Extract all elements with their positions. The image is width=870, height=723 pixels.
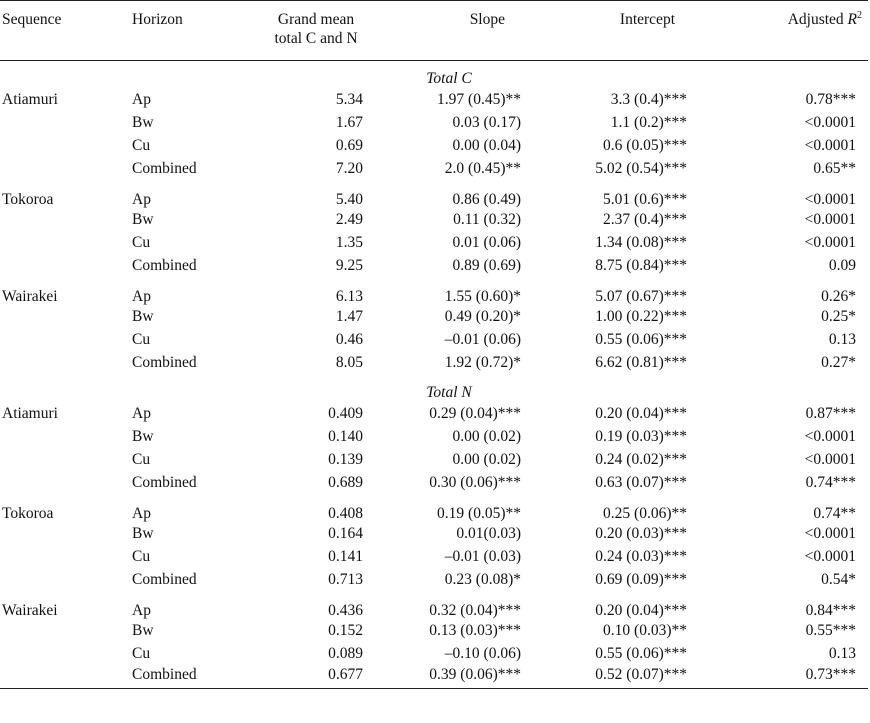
intercept-cell: 8.75 (0.84)*** xyxy=(595,257,687,274)
grand-mean-cell: 5.34 xyxy=(335,91,363,108)
horizon-cell: Combined xyxy=(132,474,197,491)
horizon-cell: Combined xyxy=(132,354,197,371)
slope-cell: 0.89 (0.69) xyxy=(452,257,521,274)
adjusted-r2-cell: 0.27* xyxy=(821,354,856,371)
horizon-cell: Bw xyxy=(132,114,154,131)
horizon-cell: Cu xyxy=(132,548,151,565)
section-title: Total N xyxy=(426,383,472,401)
adjusted-r2-cell: 0.13 xyxy=(828,331,856,348)
horizon-cell: Combined xyxy=(132,160,197,177)
intercept-cell: 3.3 (0.4)*** xyxy=(610,91,687,108)
intercept-cell: 0.24 (0.03)*** xyxy=(595,548,687,565)
sequence-cell xyxy=(0,352,130,375)
slope-cell: 0.29 (0.04)*** xyxy=(429,405,521,422)
grand-mean-cell: 0.152 xyxy=(328,622,363,639)
horizon-cell: Combined xyxy=(132,571,197,588)
table-row xyxy=(0,592,868,620)
slope-cell: –0.01 (0.03) xyxy=(444,548,521,565)
sequence-cell xyxy=(0,426,130,449)
grand-mean-cell: 0.69 xyxy=(335,137,363,154)
table-row xyxy=(0,666,868,689)
horizon-cell: Bw xyxy=(132,308,154,325)
sequence-cell: Wairakei xyxy=(2,601,58,619)
sequence-cell xyxy=(0,209,130,232)
adjusted-r2-cell: <0.0001 xyxy=(804,525,856,542)
slope-cell: 0.19 (0.05)** xyxy=(437,504,521,522)
grand-mean-cell: 0.689 xyxy=(328,474,363,491)
horizon-cell: Bw xyxy=(132,622,154,639)
horizon-cell: Ap xyxy=(132,601,151,619)
grand-mean-cell: 0.139 xyxy=(328,451,363,468)
intercept-cell: 0.63 (0.07)*** xyxy=(595,474,687,491)
sequence-cell xyxy=(0,523,130,546)
grand-mean-cell: 0.409 xyxy=(328,405,363,422)
slope-cell: 0.49 (0.20)* xyxy=(444,308,521,325)
intercept-cell: 0.69 (0.09)*** xyxy=(595,571,687,588)
slope-cell: 0.30 (0.06)*** xyxy=(429,474,521,491)
intercept-cell: 0.52 (0.07)*** xyxy=(547,666,713,689)
table-row xyxy=(0,643,868,666)
slope-cell: 0.01(0.03) xyxy=(456,525,521,542)
table-row xyxy=(0,181,868,209)
slope-cell: 1.97 (0.45)** xyxy=(437,91,521,108)
adjusted-r2-cell: <0.0001 xyxy=(804,428,856,445)
intercept-cell: 0.6 (0.05)*** xyxy=(603,137,687,154)
grand-mean-cell: 7.20 xyxy=(335,160,363,177)
table-body xyxy=(0,61,868,689)
sequence-cell xyxy=(0,569,130,592)
adjusted-r2-cell: 0.78*** xyxy=(805,91,856,108)
adjusted-r2-cell: 0.25* xyxy=(821,308,856,325)
sequence-cell: Tokoroa xyxy=(2,504,54,522)
table-row xyxy=(0,306,868,329)
grand-mean-cell: 0.677 xyxy=(255,666,377,689)
table-row xyxy=(0,209,868,232)
slope-cell: 0.00 (0.04) xyxy=(452,137,521,154)
adjusted-r2-cell: 0.09 xyxy=(828,257,856,274)
grand-mean-cell: 0.141 xyxy=(328,548,363,565)
slope-cell: 0.11 (0.32) xyxy=(453,211,521,228)
adjusted-r2-cell: <0.0001 xyxy=(804,137,856,154)
grand-mean-cell: 9.25 xyxy=(335,257,363,274)
table-row xyxy=(0,329,868,352)
horizon-cell: Cu xyxy=(132,645,151,662)
slope-cell: –0.10 (0.06) xyxy=(444,645,521,662)
slope-cell: 0.00 (0.02) xyxy=(452,451,521,468)
header-adjusted-label: Adjusted xyxy=(787,11,844,28)
intercept-cell: 6.62 (0.81)*** xyxy=(595,354,687,371)
header-adjusted-sup: 2 xyxy=(857,10,862,21)
header-intercept: Intercept xyxy=(547,1,713,61)
horizon-cell: Cu xyxy=(132,234,151,251)
sequence-cell xyxy=(0,449,130,472)
slope-cell: 1.92 (0.72)* xyxy=(444,354,521,371)
grand-mean-cell: 5.40 xyxy=(335,190,363,208)
intercept-cell: 0.55 (0.06)*** xyxy=(595,645,687,662)
intercept-cell: 0.20 (0.04)*** xyxy=(595,405,687,422)
header-grand-line1: Grand mean xyxy=(277,11,355,28)
table-row xyxy=(0,255,868,278)
header-adjusted-r2 xyxy=(713,1,868,61)
adjusted-r2-cell: <0.0001 xyxy=(804,211,856,228)
intercept-cell: 5.07 (0.67)*** xyxy=(595,287,687,305)
sequence-cell xyxy=(0,666,130,689)
adjusted-r2-cell: <0.0001 xyxy=(804,548,856,565)
slope-cell: 0.32 (0.04)*** xyxy=(429,601,521,619)
grand-mean-cell: 0.713 xyxy=(328,571,363,588)
table-row xyxy=(0,426,868,449)
horizon-cell: Ap xyxy=(132,504,151,522)
intercept-cell: 5.01 (0.6)*** xyxy=(603,190,687,208)
adjusted-r2-cell: 0.65** xyxy=(813,160,856,177)
grand-mean-cell: 0.408 xyxy=(328,504,363,522)
sequence-cell xyxy=(0,112,130,135)
grand-mean-cell: 8.05 xyxy=(335,354,363,371)
header-grand-mean xyxy=(255,1,377,61)
horizon-cell: Combined xyxy=(132,257,197,274)
slope-cell: 0.39 (0.06)*** xyxy=(377,666,547,689)
slope-cell: 0.23 (0.08)* xyxy=(444,571,521,588)
sequence-cell xyxy=(0,232,130,255)
adjusted-r2-cell: 0.74** xyxy=(813,504,856,522)
sequence-cell xyxy=(0,643,130,666)
table-row xyxy=(0,569,868,592)
sequence-cell: Tokoroa xyxy=(2,190,54,208)
intercept-cell: 0.25 (0.06)** xyxy=(603,504,687,522)
sequence-cell: Atiamuri xyxy=(2,405,58,422)
header-adjusted-symbol: R xyxy=(847,11,857,28)
slope-cell: 0.00 (0.02) xyxy=(452,428,521,445)
intercept-cell: 1.34 (0.08)*** xyxy=(595,234,687,251)
sequence-cell xyxy=(0,158,130,181)
header-grand-line2: total C and N xyxy=(274,30,358,47)
header-sequence: Sequence xyxy=(0,1,130,61)
horizon-cell: Bw xyxy=(132,211,154,228)
adjusted-r2-cell: <0.0001 xyxy=(804,114,856,131)
adjusted-r2-cell: <0.0001 xyxy=(804,190,856,208)
intercept-cell: 2.37 (0.4)*** xyxy=(603,211,687,228)
grand-mean-cell: 0.089 xyxy=(328,645,363,662)
table-row xyxy=(0,112,868,135)
table-row xyxy=(0,472,868,495)
table-row xyxy=(0,620,868,643)
slope-cell: 0.86 (0.49) xyxy=(452,190,521,208)
horizon-cell: Ap xyxy=(132,91,151,108)
grand-mean-cell: 0.436 xyxy=(328,601,363,619)
grand-mean-cell: 1.67 xyxy=(335,114,363,131)
horizon-cell: Bw xyxy=(132,428,154,445)
header-slope: Slope xyxy=(377,1,547,61)
intercept-cell: 0.20 (0.03)*** xyxy=(595,525,687,542)
adjusted-r2-cell: <0.0001 xyxy=(804,451,856,468)
adjusted-r2-cell: 0.55*** xyxy=(805,622,856,639)
table-row xyxy=(0,495,868,523)
adjusted-r2-cell: 0.84*** xyxy=(805,601,856,619)
table-row xyxy=(0,89,868,112)
table-row xyxy=(0,546,868,569)
intercept-cell: 0.10 (0.03)** xyxy=(603,622,687,639)
sequence-cell xyxy=(0,135,130,158)
intercept-cell: 0.55 (0.06)*** xyxy=(595,331,687,348)
horizon-cell: Cu xyxy=(132,137,151,154)
slope-cell: 0.13 (0.03)*** xyxy=(429,622,521,639)
intercept-cell: 0.20 (0.04)*** xyxy=(595,601,687,619)
slope-cell: 0.03 (0.17) xyxy=(452,114,521,131)
adjusted-r2-cell: 0.74*** xyxy=(805,474,856,491)
grand-mean-cell: 1.35 xyxy=(335,234,363,251)
adjusted-r2-cell: 0.54* xyxy=(821,571,856,588)
sequence-cell xyxy=(0,306,130,329)
sequence-cell xyxy=(0,472,130,495)
horizon-cell: Ap xyxy=(132,287,151,305)
sequence-cell: Wairakei xyxy=(2,287,58,305)
sequence-cell xyxy=(0,329,130,352)
section-header-row xyxy=(0,61,868,89)
sequence-cell xyxy=(0,620,130,643)
horizon-cell: Ap xyxy=(132,405,151,422)
grand-mean-cell: 0.164 xyxy=(328,525,363,542)
intercept-cell: 5.02 (0.54)*** xyxy=(595,160,687,177)
table-row xyxy=(0,403,868,426)
table-row xyxy=(0,449,868,472)
adjusted-r2-cell: 0.87*** xyxy=(805,405,856,422)
grand-mean-cell: 1.47 xyxy=(335,308,363,325)
table-row xyxy=(0,232,868,255)
grand-mean-cell: 6.13 xyxy=(335,287,363,305)
adjusted-r2-cell: 0.13 xyxy=(828,645,856,662)
header-row xyxy=(0,1,868,61)
section-header-row xyxy=(0,375,868,403)
table-row xyxy=(0,352,868,375)
table-row xyxy=(0,523,868,546)
adjusted-r2-cell: 0.26* xyxy=(821,287,856,305)
sequence-cell xyxy=(0,255,130,278)
intercept-cell: 0.19 (0.03)*** xyxy=(595,428,687,445)
horizon-cell: Cu xyxy=(132,331,151,348)
header-horizon: Horizon xyxy=(130,1,255,61)
slope-cell: 2.0 (0.45)** xyxy=(444,160,521,177)
intercept-cell: 1.00 (0.22)*** xyxy=(595,308,687,325)
horizon-cell: Combined xyxy=(130,666,255,689)
adjusted-r2-cell: <0.0001 xyxy=(804,234,856,251)
adjusted-r2-cell: 0.73*** xyxy=(713,666,868,689)
table-row xyxy=(0,158,868,181)
slope-cell: –0.01 (0.06) xyxy=(444,331,521,348)
section-title: Total C xyxy=(426,69,472,87)
slope-cell: 1.55 (0.60)* xyxy=(444,287,521,305)
sequence-cell xyxy=(0,546,130,569)
intercept-cell: 0.24 (0.02)*** xyxy=(595,451,687,468)
slope-cell: 0.01 (0.06) xyxy=(452,234,521,251)
sequence-cell: Atiamuri xyxy=(2,91,58,108)
grand-mean-cell: 0.46 xyxy=(335,331,363,348)
grand-mean-cell: 2.49 xyxy=(335,211,363,228)
horizon-cell: Ap xyxy=(132,190,151,208)
intercept-cell: 1.1 (0.2)*** xyxy=(610,114,687,131)
table-row xyxy=(0,278,868,306)
horizon-cell: Bw xyxy=(132,525,154,542)
table-row xyxy=(0,135,868,158)
horizon-cell: Cu xyxy=(132,451,151,468)
grand-mean-cell: 0.140 xyxy=(328,428,363,445)
